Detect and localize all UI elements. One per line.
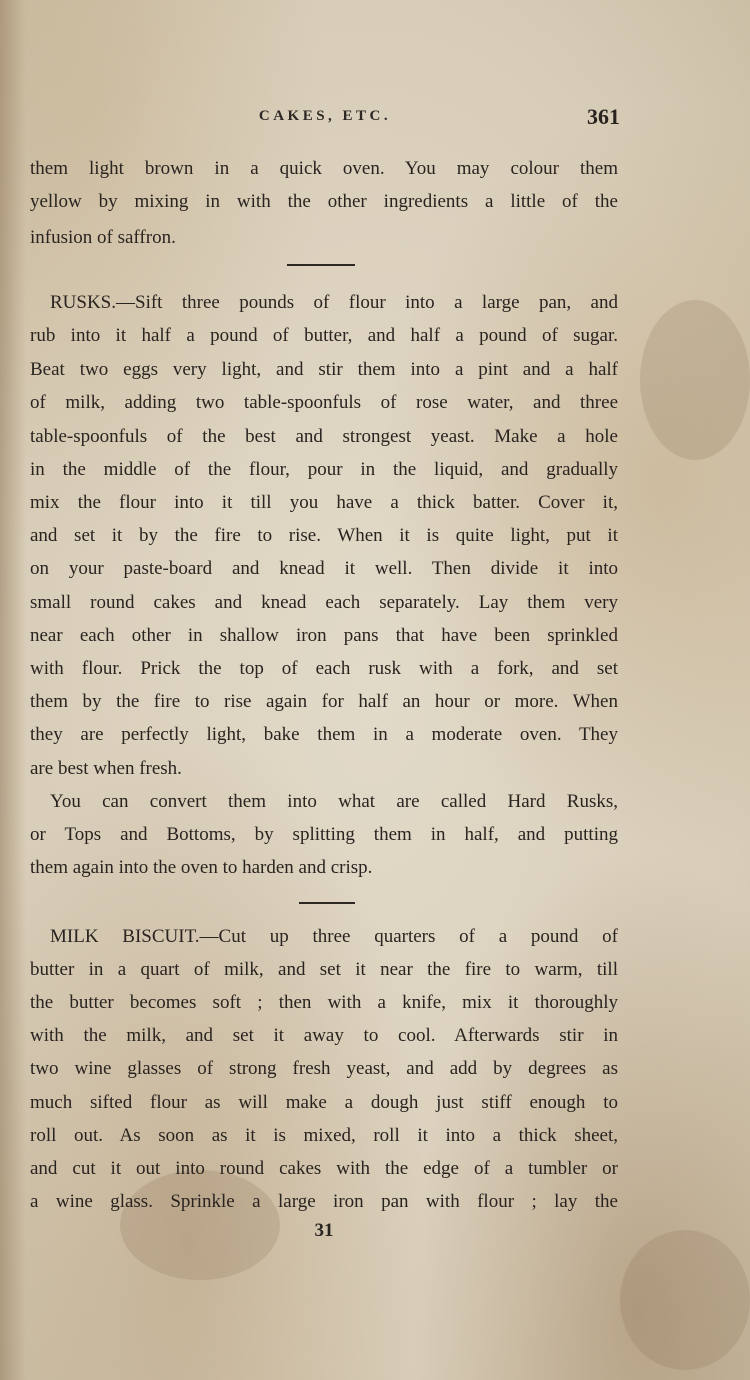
running-title: CAKES, ETC. — [258, 108, 392, 124]
text-line: Beat two eggs very light, and stir them into a pint and a half — [30, 359, 618, 380]
text-line: table-spoonfuls of the best and strongest yeast. Make a hole — [30, 426, 618, 447]
text-line: are best when fresh. — [30, 758, 182, 779]
text-line: mix the flour into it till you have a thick batter. Cover it, — [30, 492, 618, 513]
text-line: them light brown in a quick oven. You may colour them — [30, 158, 618, 179]
text-line: with the milk, and set it away to cool. Afterwards stir in — [30, 1025, 618, 1046]
text-line: butter in a quart of milk, and set it near the fire to warm, till — [30, 959, 618, 980]
section-divider — [299, 902, 355, 904]
text-line: yellow by mixing in with the other ingredients a little of the — [30, 191, 618, 212]
foxing-stain — [640, 300, 750, 460]
text-line: and set it by the fire to rise. When it is quite light, put it — [30, 525, 618, 546]
recipe-heading-line: MILK BISCUIT.—Cut up three quarters of a pound of — [50, 926, 618, 947]
page-gutter-shadow — [0, 0, 26, 1380]
text-line: or Tops and Bottoms, by splitting them in half, and putting — [30, 824, 618, 845]
text-line: near each other in shallow iron pans that have been sprinkled — [30, 625, 618, 646]
text-line: of milk, adding two table-spoonfuls of rose water, and three — [30, 392, 618, 413]
text-line: two wine glasses of strong fresh yeast, and add by degrees as — [30, 1058, 618, 1079]
text-line: You can convert them into what are called Hard Rusks, — [50, 791, 618, 812]
text-line: with flour. Prick the top of each rusk with a fork, and set — [30, 658, 618, 679]
signature-mark: 31 — [314, 1220, 334, 1241]
recipe-heading-line: RUSKS.—Sift three pounds of flour into a large pan, and — [50, 292, 618, 313]
text-line: much sifted flour as will make a dough just stiff enough to — [30, 1092, 618, 1113]
text-line: them by the fire to rise again for half an hour or more. When — [30, 691, 618, 712]
text-line: infusion of saffron. — [30, 227, 176, 248]
running-head — [30, 104, 620, 134]
text-line: and cut it out into round cakes with the edge of a tumbler or — [30, 1158, 618, 1179]
page-number: 361 — [587, 104, 620, 129]
text-line: small round cakes and knead each separately. Lay them very — [30, 592, 618, 613]
section-divider — [287, 264, 355, 266]
text-line: they are perfectly light, bake them in a moderate oven. They — [30, 724, 618, 745]
foxing-stain — [620, 1230, 750, 1370]
text-line: rub into it half a pound of butter, and half a pound of sugar. — [30, 325, 618, 346]
text-line: on your paste-board and knead it well. Then divide it into — [30, 558, 618, 579]
text-line: in the middle of the flour, pour in the liquid, and gradually — [30, 459, 618, 480]
text-line: a wine glass. Sprinkle a large iron pan with flour ; lay the — [30, 1191, 618, 1212]
text-line: roll out. As soon as it is mixed, roll it into a thick sheet, — [30, 1125, 618, 1146]
text-line: the butter becomes soft ; then with a knife, mix it thoroughly — [30, 992, 618, 1013]
text-line: them again into the oven to harden and crisp. — [30, 857, 373, 878]
